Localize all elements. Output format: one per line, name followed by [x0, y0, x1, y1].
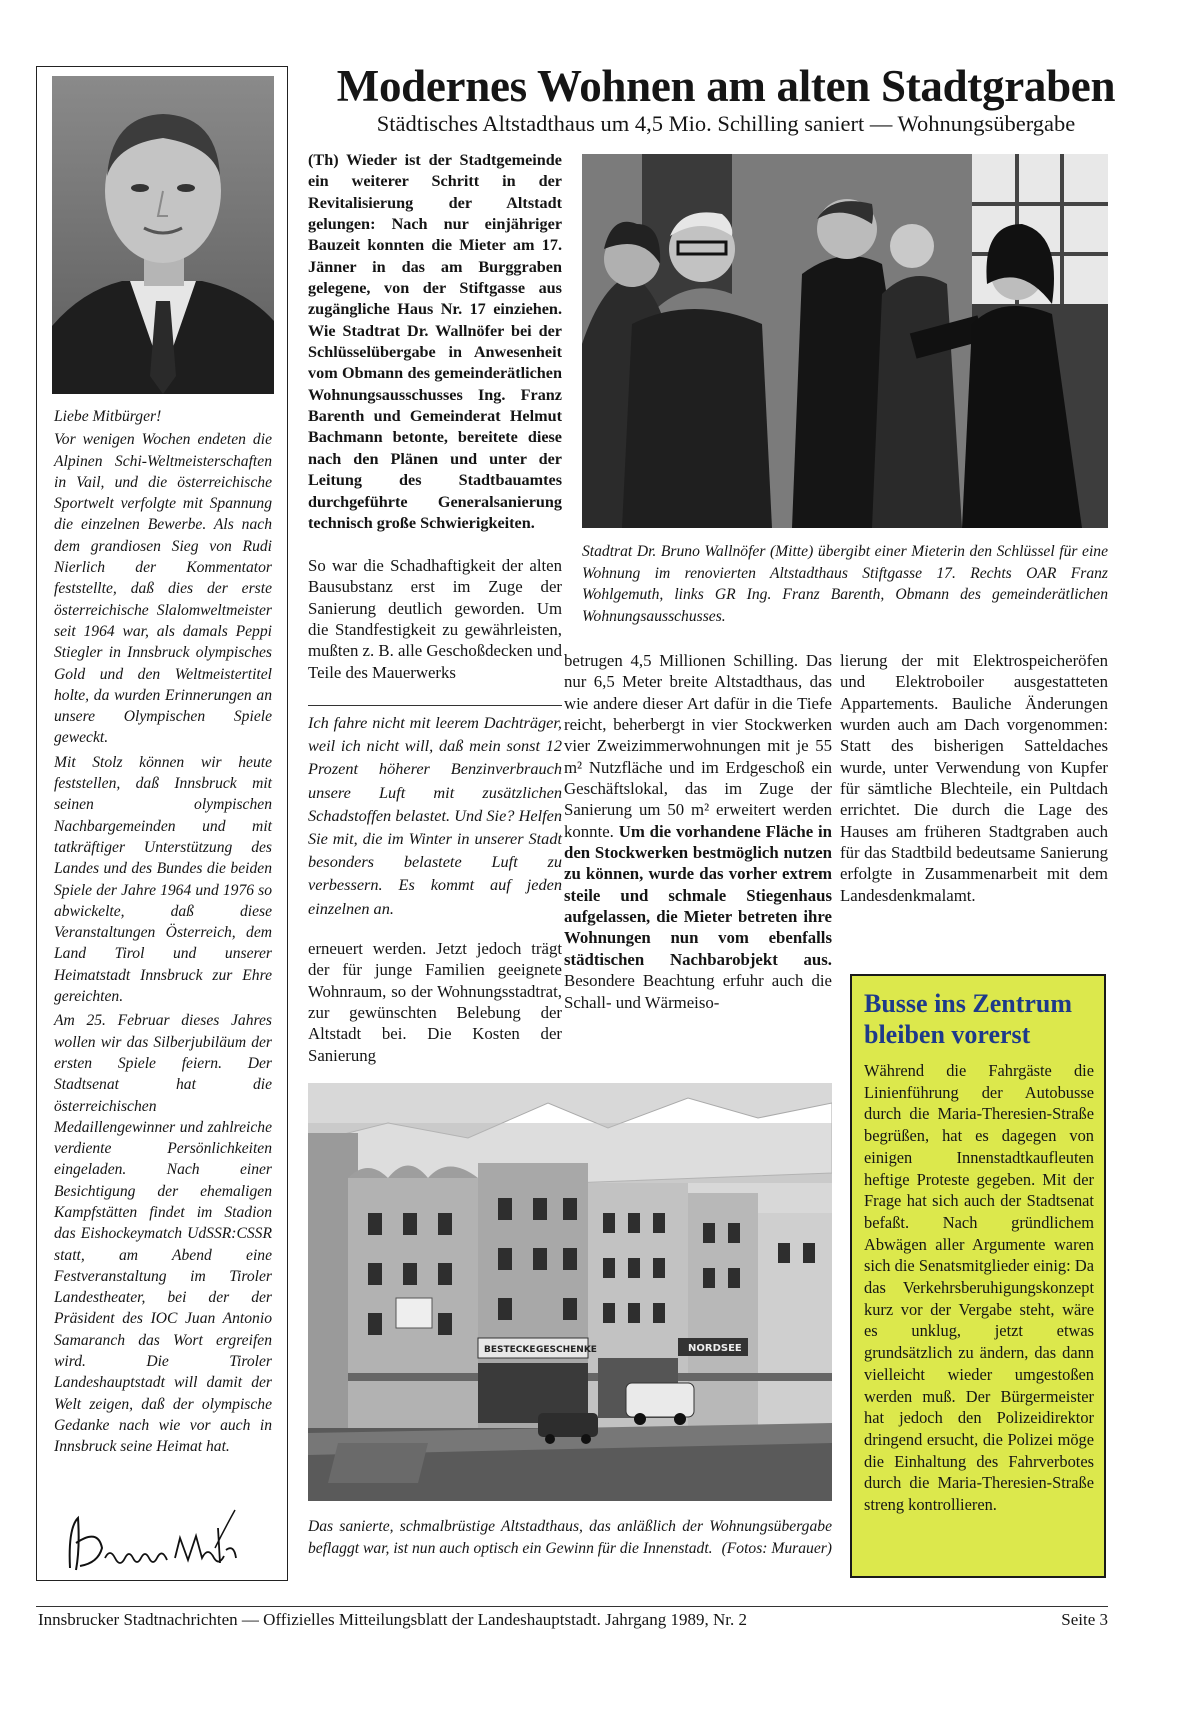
bus-news-body: Während die Fahrgäste die Linienführung der Autobusse durch die Maria-Theresien-Straße begrüßen, hat es dagegen von einigen Innenstadtkaufleuten heftige Proteste gegeben. Mit der Frage hat sich auch der Stadtsenat befaßt. Nach gründlichem Abwägen aller Argumente waren sich die Senatsmitglieder einig: Da das Verkehrsberuhigungskonzept kurz vor der Vergabe steht, wäre es unklug, jetzt etwas grundsätzlich zu ändern, das dann vielleicht wieder umgestoßen werden muß. Der Bürgermeister hat jedoch den Polizeidirektor dringend ersucht, die Polizei möge die Einhaltung des Fahrverbotes durch die Maria-Theresien-Straße streng kontrollieren. [864, 1061, 1094, 1515]
shop-sign: BESTECKE [484, 1345, 536, 1355]
altstadthaus-photo [308, 1083, 832, 1501]
footer-divider [36, 1606, 1108, 1607]
photo-caption: Stadtrat Dr. Bruno Wallnöfer (Mitte) übergibt einer Mieterin den Schlüssel für eine Wohnung im renovierten Altstadthaus Stiftgasse 17. Rechts OAR Franz Wohlgemuth, links GR Ing. Franz Barenth, Obmann des gemeinderätlichen Wohnungsausschusses. [582, 543, 1108, 625]
mayor-letter-text [54, 406, 272, 1461]
photo-caption [308, 1516, 832, 1559]
article-paragraph: So war die Schadhaftigkeit der alten Bausubstanz erst im Zuge der Sanierung deutlich geworden. Um die Standfestigkeit zu gewährleisten, mußten z. B. alle Geschoßdecken und Teile des Mauerwerks [308, 556, 562, 682]
shop-sign: NORDSEE [688, 1343, 742, 1354]
article-column-3: lierung der mit Elektrospeicheröfen und Elektroboiler ausgestatteten Appartements. Bauliche Änderungen wurden auch am Dach vorgenommen: Statt des bisherigen Satteldaches wurde, unter Verwendung von Kupfer für sämtliche Blechteile, ein Pultdach errichtet. Die durch die Lage des Hauses am früheren Stadtgraben auch für das Stadtbild bedeutsame Sanierung erfolgte in Zusammenarbeit mit dem Landesdenkmalamt. [840, 651, 1108, 905]
photo-caption-text: Das sanierte, schmalbrüstige Altstadthaus, das anläßlich der Wohnungsübergabe beflaggt war, ist nun auch optisch ein Gewinn für die Innenstadt. [308, 1518, 832, 1557]
photo-credit: (Fotos: Murauer) [721, 1539, 832, 1557]
letter-paragraph: Mit Stolz können wir heute feststellen, daß Innsbruck mit seinen olympischen Nachbargemeinden und mit tatkräftiger Unterstützung des Landes und des Bundes die beiden Spiele der Jahre 1964 und 1976 so abwickelte, daß diese Veranstaltungen Österreich, dem Land Tirol und unserer Heimatstadt Innsbruck zur Ehre gereichten. [54, 753, 272, 1006]
article-paragraph: Besondere Beachtung erfuhr auch die Schall- und Wärmeiso- [564, 971, 832, 1012]
bus-news-title: Busse ins Zentrum bleiben vorerst [864, 989, 1073, 1049]
article-headline: Modernes Wohnen am alten Stadtgraben [336, 61, 1116, 111]
mayor-signature [50, 1508, 260, 1578]
bus-news-box [850, 974, 1106, 1578]
letter-greeting: Liebe Mitbürger! [54, 408, 162, 425]
mayor-portrait-photo [52, 76, 274, 394]
air-quality-quote: Ich fahre nicht mit leerem Dachträger, weil ich nicht will, daß mein sonst 12 Prozent höherer Benzinverbrauch unsere Luft mit zusätzlichen Schadstoffen belastet. Und Sie? Helfen Sie mit, die im Winter in unserer Stadt besonders belastete Luft zu verbessern. Es kommt auf jeden einzelnen an. [308, 705, 562, 920]
letter-paragraph: Am 25. Februar dieses Jahres wollen wir das Silberjubiläum der ersten Spiele feiern. Der Stadtsenat hat die österreichischen Medaillengewinner und zahlreiche verdiente Persönlichkeiten eingeladen. Nach einer Besichtigung der ehemaligen Kampfstätten findet im Stadion das Eishockeymatch UdSSR:CSSR statt, am Abend eine Festveranstaltung im Tiroler Landestheater, bei der der Präsident des IOC Juan Antonio Samaranch das Wort ergreifen wird. Die Tiroler Landeshauptstadt will damit der Welt zeigen, daß der olympische Gedanke nach wie vor auch in Innsbruck seine Heimat hat. [54, 1012, 272, 1456]
page-number: Seite 3 [1061, 1610, 1108, 1629]
letter-paragraph: Vor wenigen Wochen endeten die Alpinen Schi-Weltmeisterschaften in Vail, und die österreichische Sportwelt verfolgte mit Spannung die einzelnen Bewerbe. Als nach dem grandiosen Sieg von Rudi Nierlich der Kommentator feststellte, daß dies der erste österreichische Slalomweltmeister seit 1964 war, als damals Peppi Stiegler in Innsbruck olympisches Gold und den Weltmeistertitel holte, da wurden Erinnerungen an unsere Olympischen Spiele geweckt. [54, 431, 272, 747]
shop-sign: GESCHENKE [536, 1345, 597, 1355]
article-emphasis: Um die vorhandene Fläche in den Stockwerken bestmöglich nutzen zu können, wurde das vorher extrem steile und schmale Stiegenhaus aufgelassen, die Mieter betreten ihre Wohnungen nun vom ebenfalls städtischen Nachbarobjekt aus. [564, 821, 832, 969]
article-column-2 [564, 650, 832, 1013]
article-paragraph: betrugen 4,5 Millionen Schilling. Das nur 6,5 Meter breite Altstadthaus, das wie andere dieser Art dafür in die Tiefe reicht, beherbergt in vier Stockwerken vier Zweizimmerwohnungen mit je 55 m² Nutzfläche und im Erdgeschoß ein Geschäftslokal, das im Zuge der Sanierung um 50 m² erweitert werden konnte. [564, 651, 832, 841]
key-handover-photo [582, 154, 1108, 528]
article-paragraph: erneuert werden. Jetzt jedoch trägt der für junge Familien geeignete Wohnraum, so der Wohnungsstadtrat, zur gewünschten Belebung der Altstadt bei. Die Kosten der Sanierung [308, 939, 562, 1065]
article-subheadline: Städtisches Altstadthaus um 4,5 Mio. Schilling saniert — Wohnungsübergabe [376, 111, 1076, 136]
footer-publication: Innsbrucker Stadtnachrichten — Offizielles Mitteilungsblatt der Landeshauptstadt. Jahrgang 1989, Nr. 2 [38, 1610, 747, 1629]
article-intro: (Th) Wieder ist der Stadtgemeinde ein weiterer Schritt in der Revitalisierung der Altstadt gelungen: Nach nur einjähriger Bauzeit konnten die Mieter am 17. Jänner in das am Burggraben gelegene, von der Stiftgasse aus zugängliche Haus Nr. 17 einziehen. Wie Stadtrat Dr. Wallnöfer bei der Schlüsselübergabe in Anwesenheit vom Obmann des gemeinderätlichen Wohnungsausschusses Ing. Franz Barenth und Gemeinderat Helmut Bachmann betonte, bereitete diese nach den Plänen und unter der Leitung des Stadtbauamtes durchgeführte Generalsanierung technisch große Schwierigkeiten. [308, 151, 562, 532]
